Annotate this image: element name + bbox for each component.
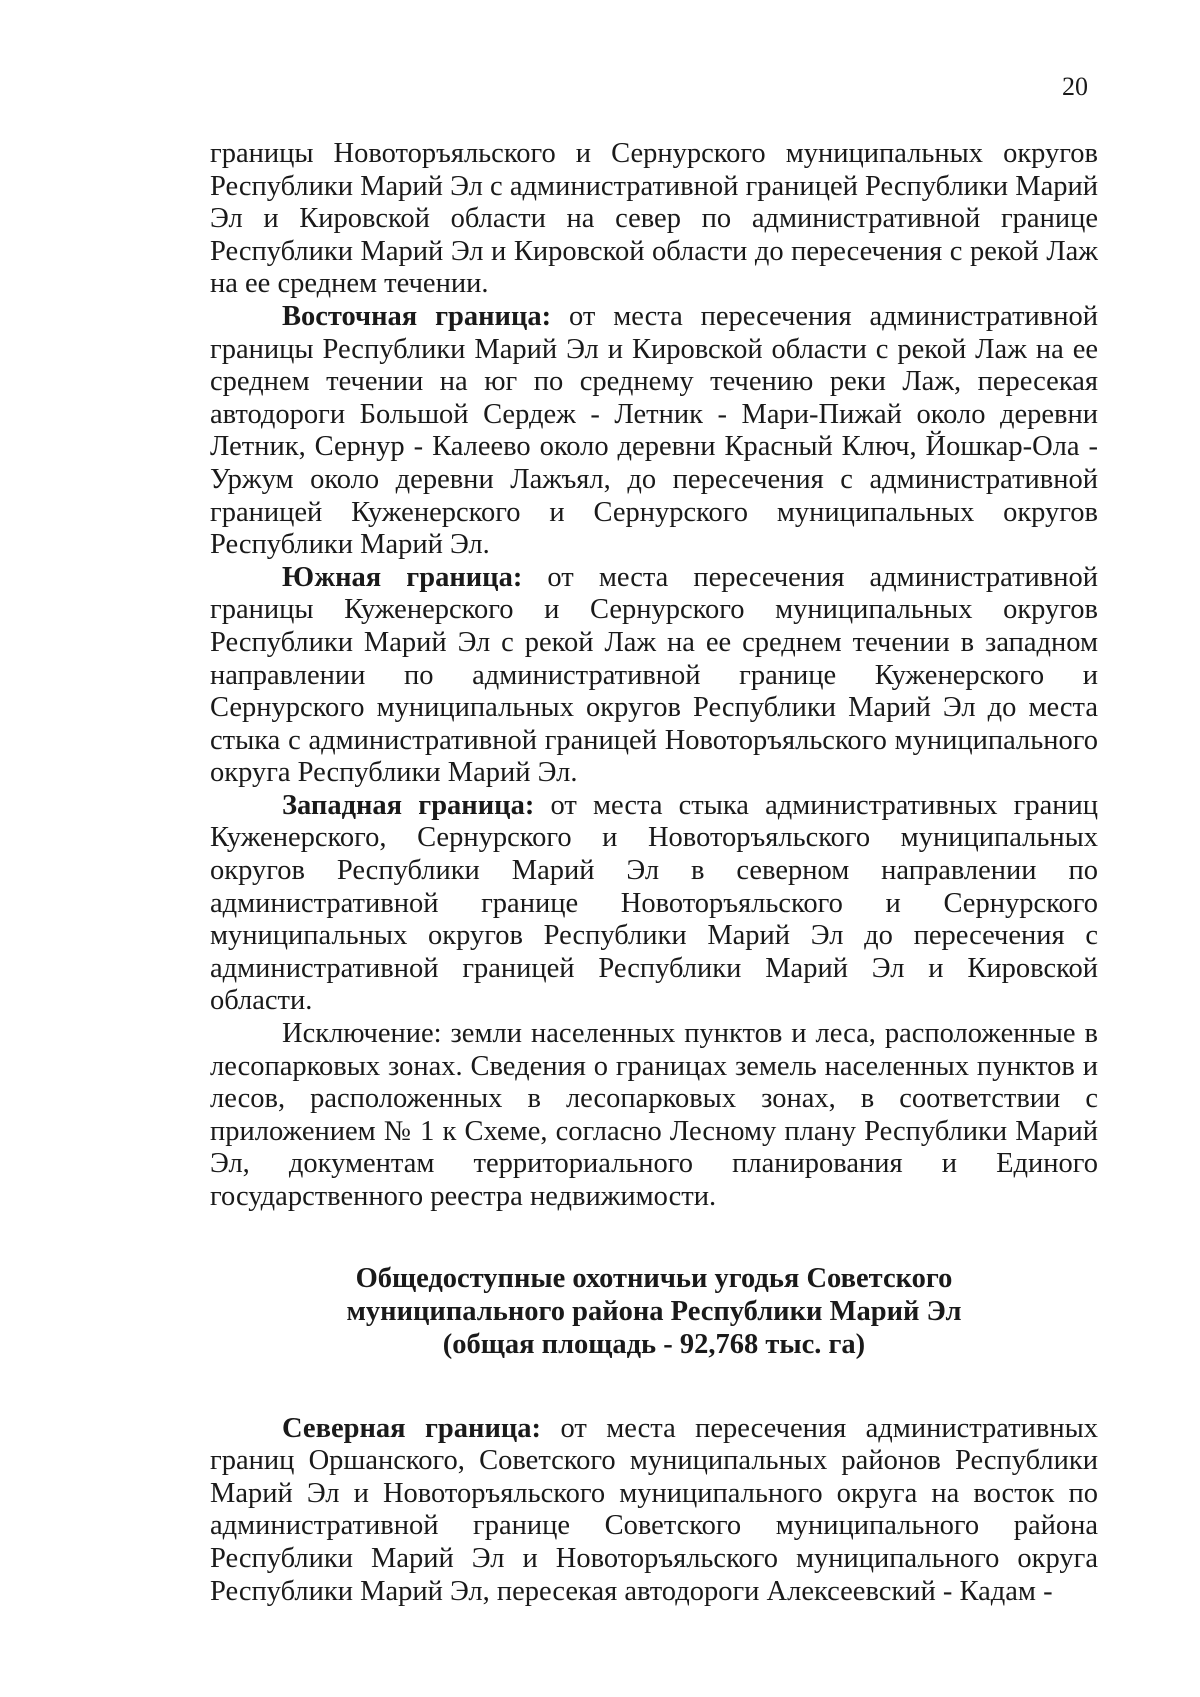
heading-line-2: муниципального района Республики Марий Эл xyxy=(346,1295,962,1327)
north-boundary-text: от места пересечения административных границ Оршанского, Советского муниципальных районов Республики Марий Эл и Новоторъяльского муниципального округа на восток по административной границе Советского муниципального района Республики Марий Эл и Новоторъяльского муниципального округа Республики Марий Эл, пересекая автодороги Алексеевский - Кадам - xyxy=(210,1412,1098,1607)
west-boundary-label: Западная граница: xyxy=(282,789,535,821)
heading-line-3: (общая площадь - 92,768 тыс. га) xyxy=(442,1328,866,1360)
south-boundary-text: от места пересечения административной границы Куженерского и Сернурского муниципальных округов Республики Марий Эл с рекой Лаж на ее среднем течении в западном направлении по административной границе Куженерского и Сернурского муниципальных округов Республики Марий Эл до места стыка с административной границей Новоторъяльского муниципального округа Республики Марий Эл. xyxy=(210,561,1098,789)
exception-text: Исключение: земли населенных пунктов и леса, расположенные в лесопарковых зонах. Сведения о границах земель населенных пунктов и лесов, расположенных в лесопарковых зонах, в соответствии с приложением № 1 к Схеме, согласно Лесному плану Республики Марий Эл, документам территориального планирования и Единого государственного реестра недвижимости. xyxy=(210,1018,1098,1212)
paragraph-text: границы Новоторъяльского и Сернурского муниципальных округов Республики Марий Эл с административной границей Республики Марий Эл и Кировской области на север по административной границе Республики Марий Эл и Кировской области до пересечения с рекой Лаж на ее среднем течении. xyxy=(210,138,1098,300)
heading-line-1: Общедоступные охотничьи угодья Советского xyxy=(355,1262,953,1294)
paragraph-south-boundary xyxy=(210,562,1098,790)
page-number: 20 xyxy=(1062,72,1088,101)
south-boundary-label: Южная граница: xyxy=(282,561,523,593)
north-boundary-label: Северная граница: xyxy=(282,1412,542,1444)
west-boundary-text: от места стыка административных границ Куженерского, Сернурского и Новоторъяльского муниципальных округов Республики Марий Эл в северном направлении по административной границе Новоторъяльского и Сернурского муниципальных округов Республики Марий Эл до пересечения с административной границей Республики Марий Эл и Кировской области. xyxy=(210,789,1098,1017)
paragraph-exception xyxy=(210,1018,1098,1214)
east-boundary-label: Восточная граница: xyxy=(282,300,552,332)
paragraph-continuation xyxy=(210,138,1098,301)
paragraph-north-boundary xyxy=(210,1413,1098,1609)
east-boundary-text: от места пересечения административной границы Республики Марий Эл и Кировской области с рекой Лаж на ее среднем течении на юг по среднему течению реки Лаж, пересекая автодороги Большой Сердеж - Летник - Мари-Пижай около деревни Летник, Сернур - Калеево около деревни Красный Ключ, Йошкар-Ола - Уржум около деревни Лажъял, до пересечения с административной границей Куженерского и Сернурского муниципальных округов Республики Марий Эл. xyxy=(210,300,1098,561)
document-body xyxy=(210,138,1098,1608)
paragraph-east-boundary xyxy=(210,301,1098,562)
section-heading xyxy=(210,1262,1098,1361)
paragraph-west-boundary xyxy=(210,790,1098,1018)
